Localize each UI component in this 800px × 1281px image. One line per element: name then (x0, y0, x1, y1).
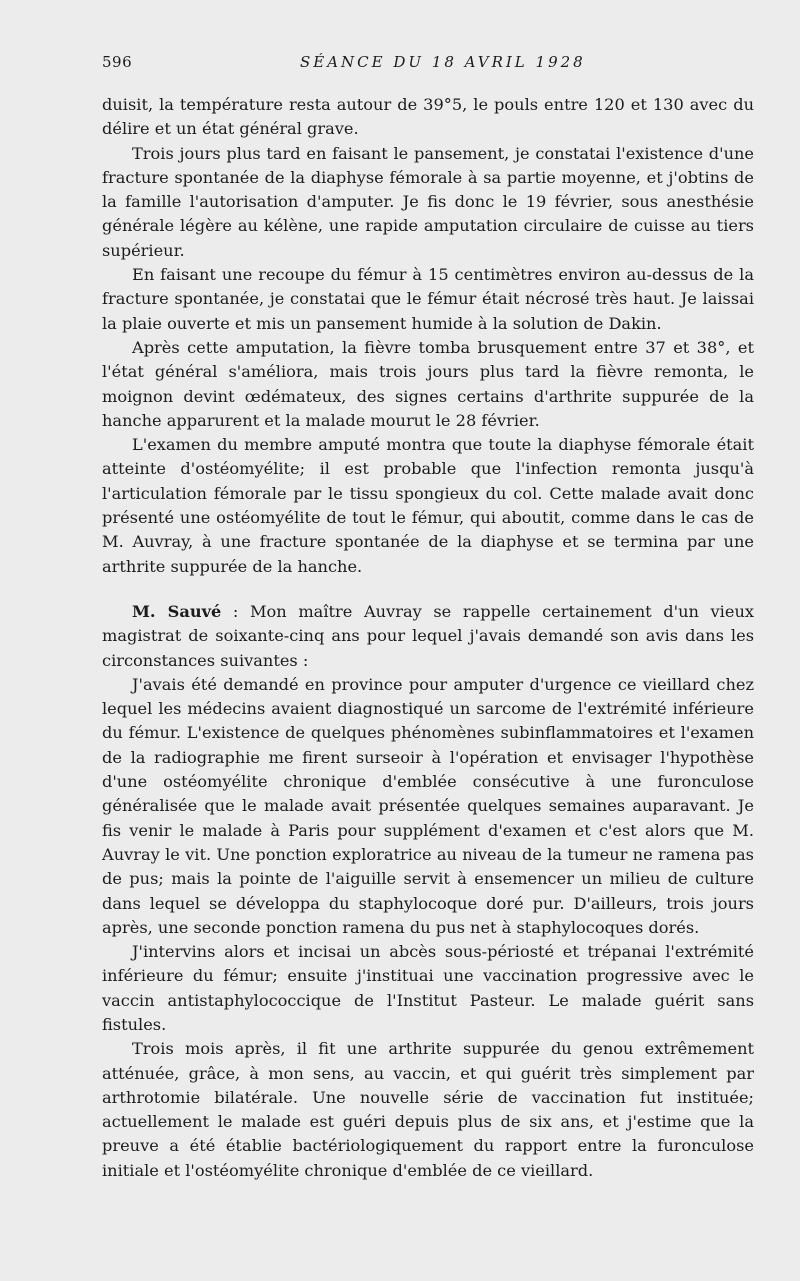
discussion-paragraph: J'intervins alors et incisai un abcès sous-périosté et trépanai l'extrémité inférieure du fémur; ensuite j'instituai une vaccination progressive avec le vaccin antistaphylococcique de l'Institut Pasteur. Le malade guérit sans fistules. (102, 942, 754, 1034)
discussion-paragraph: J'avais été demandé en province pour amputer d'urgence ce vieillard chez lequel les médecins avaient diagnostiqué un sarcome de l'extrémité inférieure du fémur. L'existence de quelques phénomènes subinflammatoires et l'examen de la radiographie me firent surseoir à l'opération et envisager l'hypothèse d'une ostéomyélite chronique d'emblée consécutive à une furonculose généralisée que le malade avait présentée quelques semaines auparavant. Je fis venir le malade à Paris pour supplément d'examen et c'est alors que M. Auvray le vit. Une ponction exploratrice au niveau de la tumeur ne ramena pas de pus; mais la pointe de l'aiguille servit à ensemencer un milieu de culture dans lequel se développa du staphylocoque doré pur. D'ailleurs, trois jours après, une seconde ponction ramena du pus net à staphylocoques dorés. (102, 674, 754, 937)
discussion-intro (102, 600, 754, 673)
paragraph: Après cette amputation, la fièvre tomba brusquement entre 37 et 38°, et l'état général s'améliora, mais trois jours plus tard la fièvre remonta, le moignon devint œdémateux, des signes certains d'arthrite suppurée de la hanche apparurent et la malade mourut le 28 février. (102, 337, 754, 430)
running-head: SÉANCE DU 18 AVRIL 1928 (300, 53, 586, 71)
paragraph: En faisant une recoupe du fémur à 15 centimètres environ au-dessus de la fracture spontanée, je constatai que le fémur était nécrosé très haut. Je laissai la plaie ouverte et mis un pansement humide à la solution de Dakin. (102, 265, 754, 333)
paragraph: L'examen du membre amputé montra que toute la diaphyse fémorale était atteinte d'ostéomyélite; il est probable que l'infection remonta jusqu'à l'articulation fémorale par le tissu spongieux du col. Cette malade avait donc présenté une ostéomyélite de tout le fémur, qui aboutit, comme dans le cas de M. Auvray, à une fracture spontanée de la diaphyse et se termina par une arthrite suppurée de la hanche. (102, 435, 754, 576)
body-text (102, 93, 754, 1183)
discussion-paragraph: Trois mois après, il fit une arthrite suppurée du genou extrêmement atténuée, grâce, à mon sens, au vaccin, et qui guérit très simplement par arthrotomie bilatérale. Une nouvelle série de vaccination fut instituée; actuellement le malade est guéri depuis plus de six ans, et j'estime que la preuve a été établie bactériologiquement du rapport entre la furonculose initiale et l'ostéomyélite chronique d'emblée de ce vieillard. (102, 1039, 754, 1180)
page-number: 596 (102, 53, 133, 71)
discussion-opening: : Mon maître Auvray se rappelle certainement d'un vieux magistrat de soixante-cinq ans pour lequel j'avais demandé son avis dans les circonstances suivantes : (102, 601, 754, 670)
paragraph: duisit, la température resta autour de 39°5, le pouls entre 120 et 130 avec du délire et un état général grave. (102, 95, 754, 139)
section-gap (102, 579, 754, 600)
speaker-name: M. Sauvé (132, 601, 222, 621)
paragraph: Trois jours plus tard en faisant le pansement, je constatai l'existence d'une fracture spontanée de la diaphyse fémorale à sa partie moyenne, et j'obtins de la famille l'autorisation d'amputer. Je fis donc le 19 février, sous anesthésie générale légère au kélène, une rapide amputation circulaire de cuisse au tiers supérieur. (102, 143, 754, 260)
page-header (102, 53, 754, 73)
